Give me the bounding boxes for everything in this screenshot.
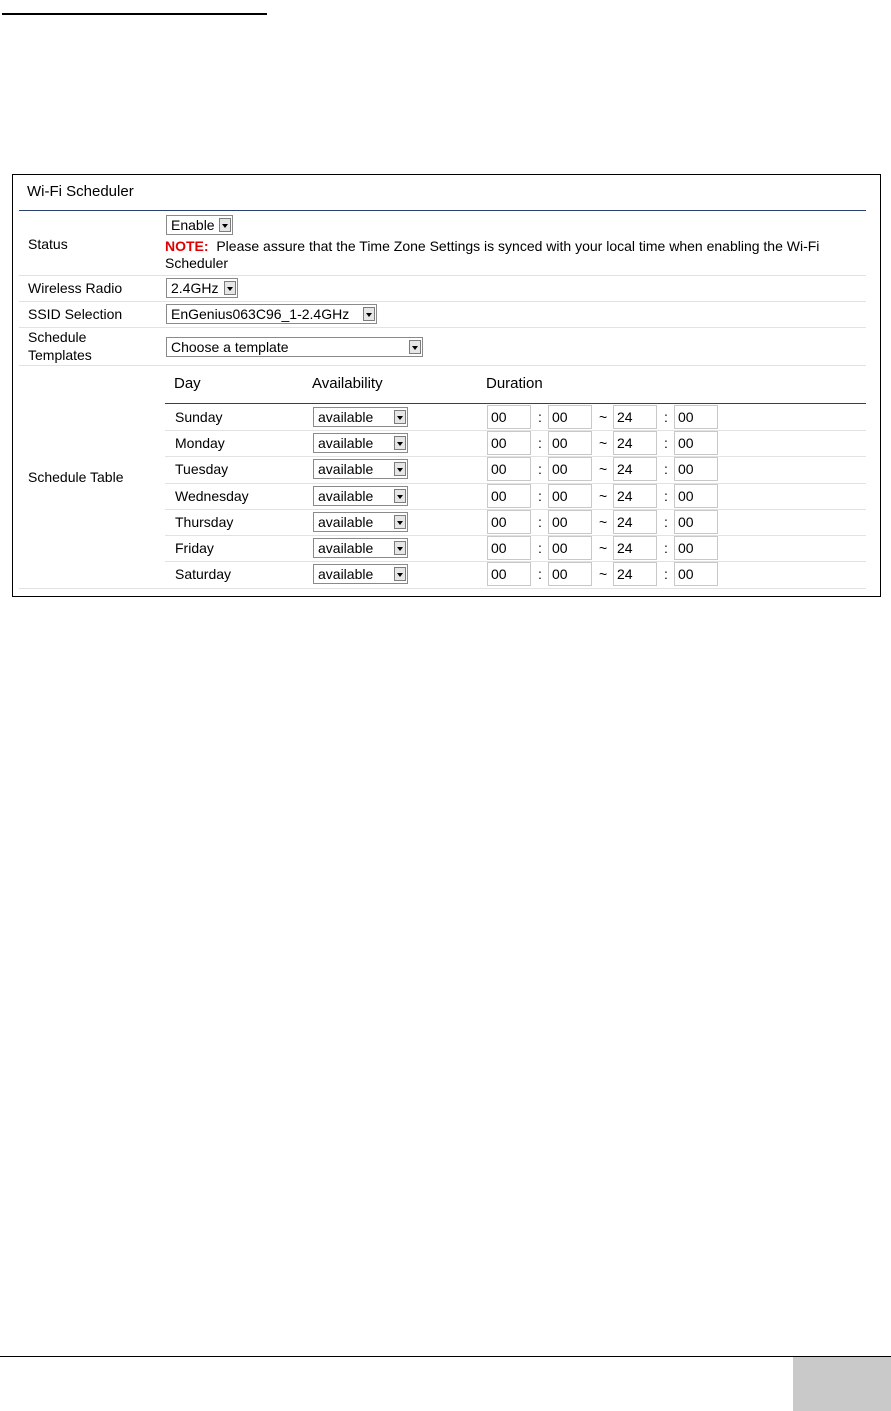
ssid-label: SSID Selection	[28, 306, 123, 322]
chevron-down-icon	[394, 410, 406, 424]
colon-separator: :	[538, 566, 542, 583]
templates-label-line1: Schedule	[28, 329, 87, 345]
end-minute-input[interactable]: 00	[674, 510, 718, 534]
start-hour-input[interactable]: 00	[487, 510, 531, 534]
chevron-down-icon	[394, 489, 406, 503]
start-minute-input[interactable]: 00	[548, 562, 592, 586]
column-header-availability: Availability	[312, 375, 383, 392]
title-divider	[19, 210, 866, 211]
row-divider	[19, 275, 866, 276]
note-key: NOTE:	[165, 238, 209, 254]
colon-separator: :	[664, 435, 668, 452]
availability-select[interactable]	[313, 512, 408, 532]
tilde-separator: ~	[599, 513, 608, 530]
availability-value: available	[318, 487, 374, 504]
chevron-down-icon	[224, 281, 236, 295]
header-rule	[2, 13, 267, 15]
table-header-divider	[165, 403, 866, 404]
start-hour-input[interactable]: 00	[487, 484, 531, 508]
chevron-down-icon	[394, 462, 406, 476]
start-minute-input[interactable]: 00	[548, 484, 592, 508]
column-header-duration: Duration	[486, 375, 543, 392]
panel-title: Wi-Fi Scheduler	[27, 183, 134, 200]
end-minute-input[interactable]: 00	[674, 457, 718, 481]
availability-select[interactable]	[313, 433, 408, 453]
availability-value: available	[318, 540, 374, 556]
schedule-day-saturday: Saturday	[175, 566, 232, 583]
end-hour-input[interactable]: 24	[613, 405, 657, 429]
chevron-down-icon	[394, 436, 406, 450]
row-divider	[19, 301, 866, 302]
chevron-down-icon	[409, 340, 421, 354]
start-minute-input[interactable]: 00	[548, 431, 592, 455]
schedule-day-monday: Monday	[175, 435, 225, 452]
footer-rule	[0, 1356, 891, 1357]
end-minute-input[interactable]: 00	[674, 405, 718, 429]
availability-select[interactable]	[313, 407, 408, 427]
colon-separator: :	[538, 513, 542, 530]
chevron-down-icon	[219, 218, 231, 232]
schedule-day-sunday: Sunday	[175, 409, 223, 425]
row-divider	[19, 588, 866, 589]
start-hour-input[interactable]: 00	[487, 562, 531, 586]
schedule-day-thursday: Thursday	[175, 513, 234, 530]
status-label: Status	[28, 236, 68, 252]
end-hour-input[interactable]: 24	[613, 510, 657, 534]
column-header-day: Day	[174, 375, 201, 392]
wireless-radio-value: 2.4GHz	[171, 280, 219, 296]
colon-separator: :	[664, 540, 668, 556]
status-note	[165, 238, 875, 272]
page-number-box	[793, 1357, 891, 1411]
tilde-separator: ~	[599, 435, 608, 452]
wifi-scheduler-panel	[12, 174, 881, 597]
availability-value: available	[318, 435, 374, 452]
template-value: Choose a template	[171, 339, 289, 355]
start-minute-input[interactable]: 00	[548, 510, 592, 534]
end-hour-input[interactable]: 24	[613, 536, 657, 560]
tilde-separator: ~	[599, 461, 608, 478]
template-select[interactable]	[166, 337, 423, 357]
availability-select[interactable]	[313, 564, 408, 584]
end-hour-input[interactable]: 24	[613, 484, 657, 508]
colon-separator: :	[538, 461, 542, 478]
colon-separator: :	[538, 487, 542, 504]
tilde-separator: ~	[599, 409, 608, 425]
end-minute-input[interactable]: 00	[674, 431, 718, 455]
status-select[interactable]	[166, 215, 233, 235]
start-hour-input[interactable]: 00	[487, 431, 531, 455]
start-minute-input[interactable]: 00	[548, 536, 592, 560]
chevron-down-icon	[394, 541, 406, 555]
availability-value: available	[318, 409, 374, 425]
colon-separator: :	[664, 513, 668, 530]
tilde-separator: ~	[599, 540, 608, 556]
availability-value: available	[318, 461, 374, 478]
templates-label	[28, 328, 92, 364]
row-divider	[19, 365, 866, 366]
availability-value: available	[318, 513, 374, 530]
colon-separator: :	[538, 409, 542, 425]
schedule-table-label: Schedule Table	[28, 469, 124, 485]
colon-separator: :	[664, 487, 668, 504]
wireless-radio-select[interactable]	[166, 278, 238, 298]
chevron-down-icon	[394, 567, 406, 581]
row-divider	[19, 327, 866, 328]
start-hour-input[interactable]: 00	[487, 405, 531, 429]
start-hour-input[interactable]: 00	[487, 457, 531, 481]
tilde-separator: ~	[599, 487, 608, 504]
colon-separator: :	[664, 461, 668, 478]
end-minute-input[interactable]: 00	[674, 562, 718, 586]
start-hour-input[interactable]: 00	[487, 536, 531, 560]
availability-select[interactable]	[313, 486, 408, 506]
start-minute-input[interactable]: 00	[548, 457, 592, 481]
colon-separator: :	[538, 540, 542, 556]
end-minute-input[interactable]: 00	[674, 536, 718, 560]
end-hour-input[interactable]: 24	[613, 431, 657, 455]
schedule-day-tuesday: Tuesday	[175, 461, 229, 478]
ssid-value: EnGenius063C96_1-2.4GHz	[171, 306, 350, 322]
start-minute-input[interactable]: 00	[548, 405, 592, 429]
end-hour-input[interactable]: 24	[613, 457, 657, 481]
chevron-down-icon	[394, 515, 406, 529]
chevron-down-icon	[363, 307, 375, 321]
note-text: Please assure that the Time Zone Settings is synced with your local time when enabling the Wi-Fi Scheduler	[165, 238, 820, 271]
availability-select[interactable]	[313, 459, 408, 479]
end-minute-input[interactable]: 00	[674, 484, 718, 508]
end-hour-input[interactable]: 24	[613, 562, 657, 586]
schedule-day-wednesday: Wednesday	[175, 487, 249, 504]
wireless-radio-label: Wireless Radio	[28, 280, 123, 296]
status-value: Enable	[171, 217, 215, 233]
availability-value: available	[318, 566, 374, 583]
colon-separator: :	[538, 435, 542, 452]
availability-select[interactable]	[313, 538, 408, 558]
tilde-separator: ~	[599, 566, 608, 583]
colon-separator: :	[664, 566, 668, 583]
schedule-day-friday: Friday	[175, 540, 214, 556]
ssid-select[interactable]	[166, 304, 377, 324]
templates-label-line2: Templates	[28, 347, 92, 363]
colon-separator: :	[664, 409, 668, 425]
